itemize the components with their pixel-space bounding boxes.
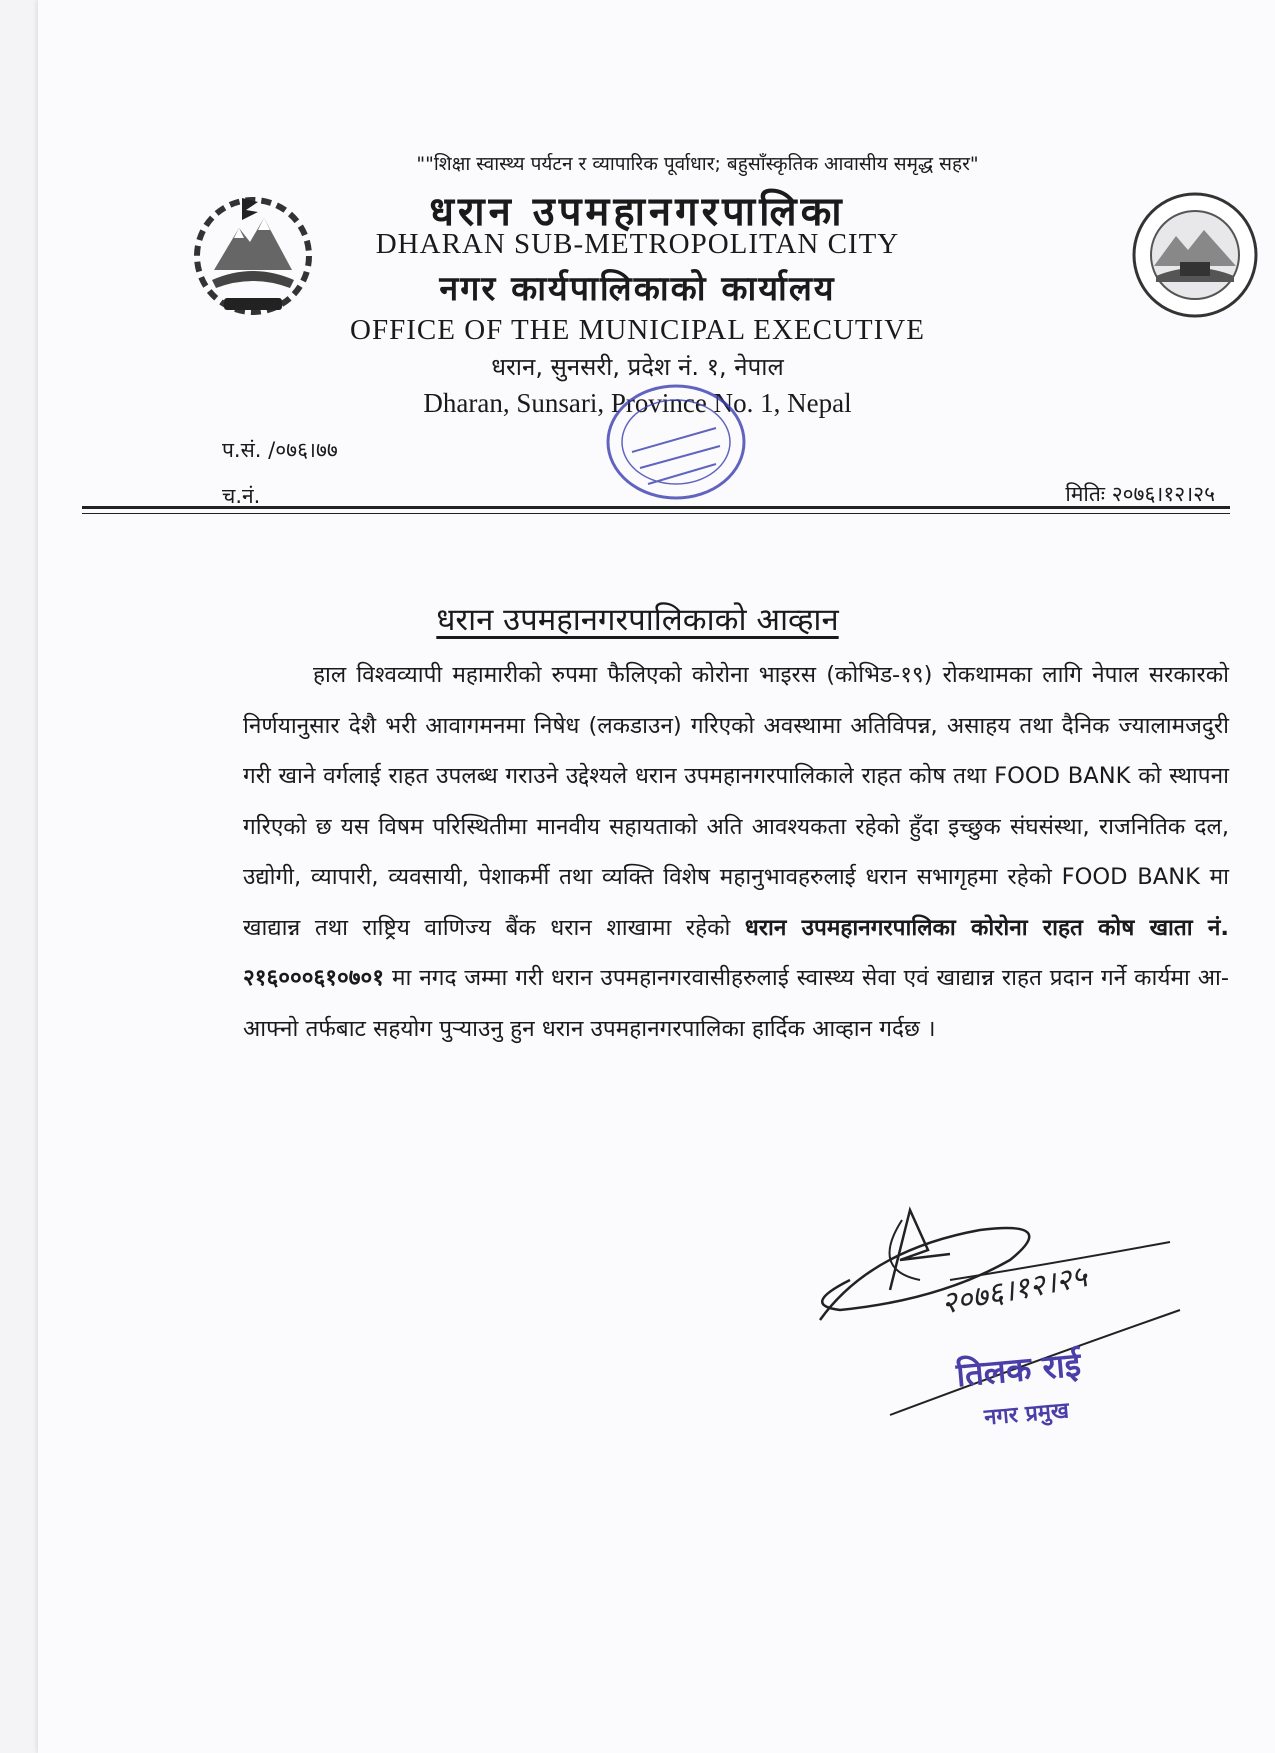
address-english: Dharan, Sunsari, Province No. 1, Nepal bbox=[423, 388, 852, 418]
issue-date: मितिः २०७६।१२।२५ bbox=[1065, 482, 1215, 506]
mayor-title-stamp: नगर प्रमुख bbox=[983, 1398, 1070, 1431]
municipality-title-nepali: धरान उपमहानगरपालिका bbox=[429, 189, 846, 235]
relief-fund-account: धरान उपमहानगरपालिका कोरोना राहत कोष खाता नं. २१६०००६१०७०१ bbox=[243, 914, 1229, 991]
office-title-nepali: नगर कार्यपालिकाको कार्यालय bbox=[439, 269, 836, 309]
motto-text: ""शिक्षा स्वास्थ्य पर्यटन र व्यापारिक पूर्वाधार; बहुसाँस्कृतिक आवासीय समृद्ध सहर" bbox=[416, 153, 979, 175]
dispatch-number: च.नं. bbox=[222, 484, 261, 508]
notice-heading-text: धरान उपमहानगरपालिकाको आव्हान bbox=[436, 602, 839, 638]
notice-heading bbox=[0, 598, 1275, 640]
reference-number: प.सं. /०७६।७७ bbox=[222, 438, 338, 462]
notice-body-part1: हाल विश्वव्यापी महामारीको रुपमा फैलिएको कोरोना भाइरस (कोभिड-१९) रोकथामका लागि नेपाल सरकारको निर्णयानुसार देशै भरी आवागमनमा निषेध (लकडाउन) गरिएको अवस्थामा अतिविपन्न, असाहय तथा दैनिक ज्यालामजदुरी गरी खाने वर्गलाई राहत उपलब्ध गराउने उद्देश्यले धरान उपमहानगरपालिकाले राहत कोष तथा FOOD BANK को स्थापना गरिएको छ यस विषम परिस्थितीमा मानवीय सहायताको अति आवश्यकता रहेको हुँदा इच्छुक संघसंस्था, राजनितिक दल, उद्योगी, व्यापारी, व्यवसायी, पेशाकर्मी तथा व्यक्ति विशेष महानुभावहरुलाई धरान सभागृहमा रहेको FOOD BANK मा खाद्यान्न तथा राष्ट्रिय वाणिज्य बैंक धरान शाखामा रहेको bbox=[243, 662, 1229, 941]
header-divider bbox=[82, 506, 1230, 509]
address-nepali: धरान, सुनसरी, प्रदेश नं. १, नेपाल bbox=[491, 353, 784, 381]
office-title-english: OFFICE OF THE MUNICIPAL EXECUTIVE bbox=[350, 314, 925, 346]
handwritten-date: २०७६।१२।२५ bbox=[938, 1259, 1090, 1322]
notice-body bbox=[243, 650, 1229, 1054]
municipality-title-english: DHARAN SUB-METROPOLITAN CITY bbox=[375, 228, 900, 260]
office-stamp bbox=[596, 378, 756, 508]
header-divider-thin bbox=[82, 513, 1230, 514]
notice-body-part2: मा नगद जम्मा गरी धरान उपमहानगरवासीहरुलाई स्वास्थ्य सेवा एवं खाद्यान्न राहत प्रदान गर्ने कार्यमा आ-आफ्नो तर्फबाट सहयोग पुऱ्याउनु हुन धरान उपमहानगरपालिका हार्दिक आव्हान गर्दछ । bbox=[243, 965, 1229, 1042]
mayor-name-stamp: तिलक राई bbox=[954, 1344, 1083, 1395]
